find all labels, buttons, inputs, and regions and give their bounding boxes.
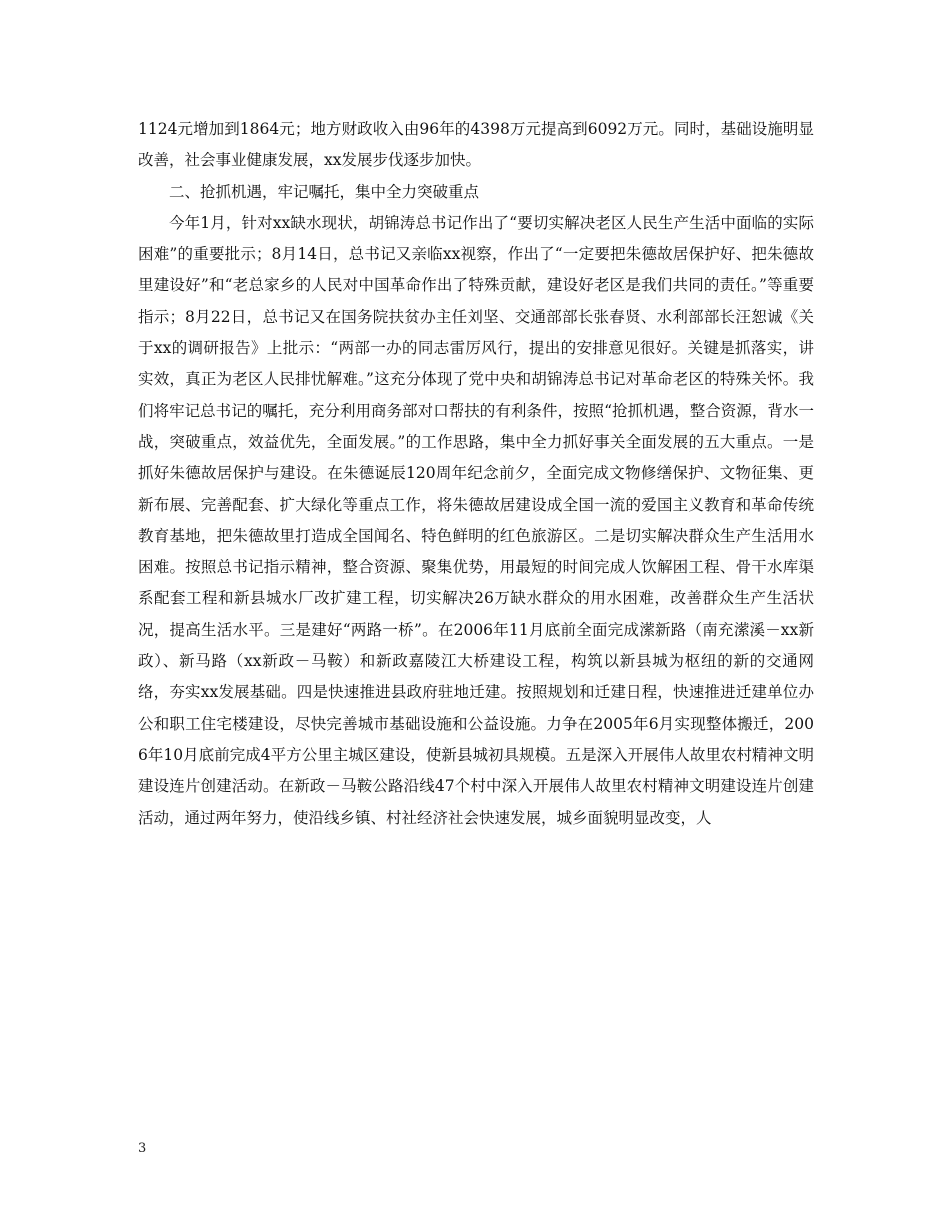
page-number: 3 xyxy=(138,1141,147,1156)
section-heading: 二、抢抓机遇，牢记嘱托，集中全力突破重点 xyxy=(169,182,480,201)
document-body xyxy=(138,114,814,834)
paragraph-continuation: 1124元增加到1864元；地方财政收入由96年的4398万元提高到6092万元。同时，基础设施明显改善，社会事业健康发展，xx发展步伐逐步加快。 xyxy=(138,120,814,170)
paragraph-body: 今年1月，针对xx缺水现状，胡锦涛总书记作出了“要切实解决老区人民生产生活中面临的实际困难”的重要批示；8月14日，总书记又亲临xx视察，作出了“一定要把朱德故居保护好、把朱德故里建设好”和“老总家乡的人民对中国革命作出了特殊贡献，建设好老区是我们共同的责任。”等重要指示；8月22日，总书记又在国务院扶贫办主任刘坚、交通部部长张春贤、水利部部长汪恕诚《关于xx的调研报告》上批示：“两部一办的同志雷厉风行，提出的安排意见很好。关键是抓落实，讲实效，真正为老区人民排忧解难。”这充分体现了党中央和胡锦涛总书记对革命老区的特殊关怀。我们将牢记总书记的嘱托，充分利用商务部对口帮扶的有利条件，按照“抢抓机遇，整合资源，背水一战，突破重点，效益优先，全面发展。”的工作思路，集中全力抓好事关全面发展的五大重点。一是抓好朱德故居保护与建设。在朱德诞辰120周年纪念前夕，全面完成文物修缮保护、文物征集、更新布展、完善配套、扩大绿化等重点工作，将朱德故居建设成全国一流的爱国主义教育和革命传统教育基地，把朱德故里打造成全国闻名、特色鲜明的红色旅游区。二是切实解决群众生产生活用水困难。按照总书记指示精神，整合资源、聚集优势，用最短的时间完成人饮解困工程、骨干水库渠系配套工程和新县城水厂改扩建工程，切实解决26万缺水群众的用水困难，改善群众生产生活状况，提高生活水平。三是建好“两路一桥”。在2006年11月底前全面完成潆新路（南充潆溪－xx新政）、新马路（xx新政－马鞍）和新政嘉陵江大桥建设工程，构筑以新县城为枢纽的新的交通网络，夯实xx发展基础。四是快速推进县政府驻地迁建。按照规划和迁建日程，快速推进迁建单位办公和职工住宅楼建设，尽快完善城市基础设施和公益设施。力争在2005年6月实现整体搬迁，2006年10月底前完成4平方公里主城区建设，使新县城初具规模。五是深入开展伟人故里农村精神文明建设连片创建活动。在新政－马鞍公路沿线47个村中深入开展伟人故里农村精神文明建设连片创建活动，通过两年努力，使沿线乡镇、村社经济社会快速发展，城乡面貌明显改变，人 xyxy=(138,213,814,827)
